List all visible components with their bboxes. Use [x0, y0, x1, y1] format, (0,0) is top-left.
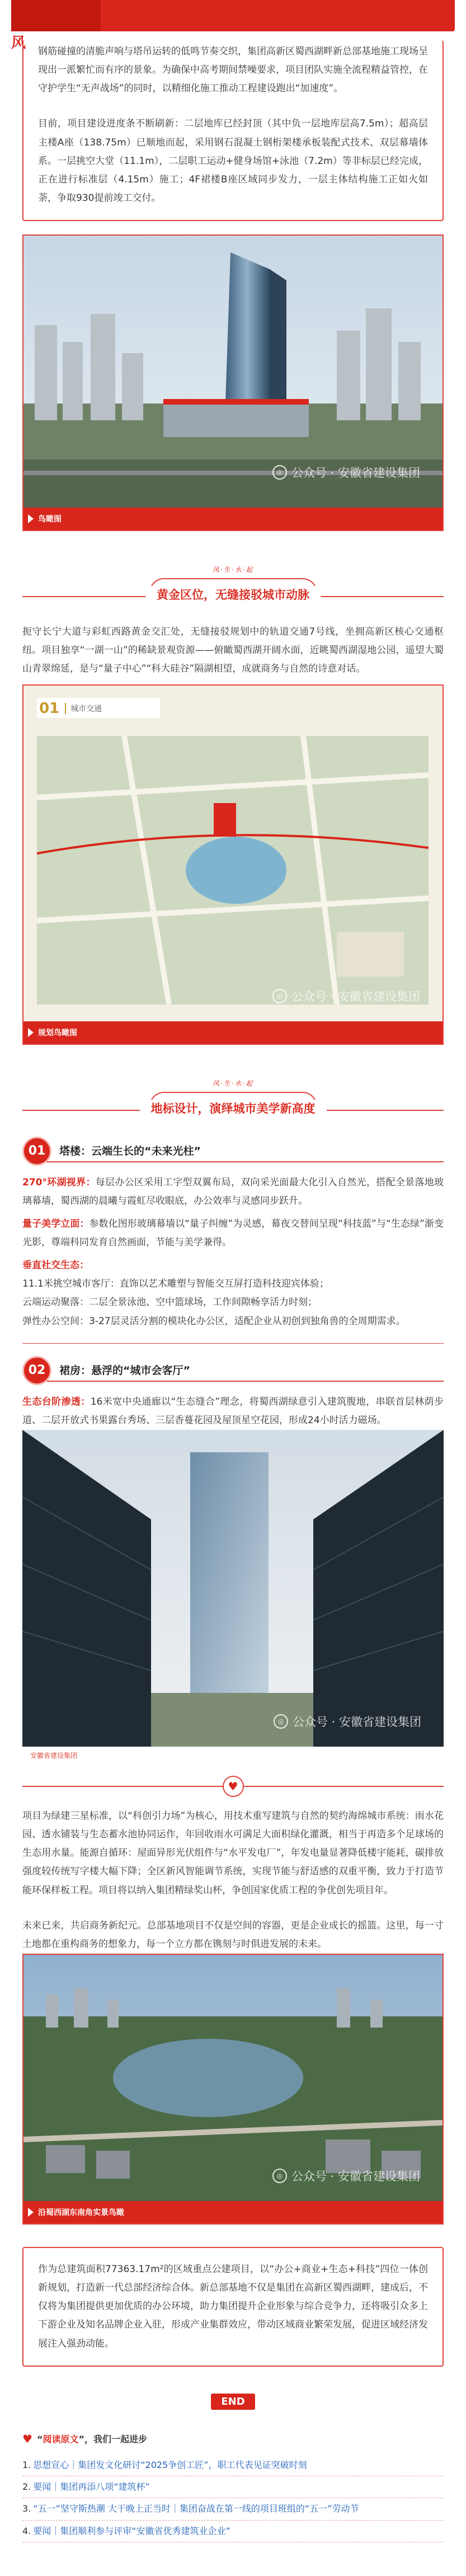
planning-image-block: [22, 684, 444, 1045]
reading-header-text: “阅读原文”，我们一起进步: [36, 2434, 147, 2445]
podium-paragraph: 生态台阶渗透：16米宽中央通廊以“生态缝合”理念，将蜀西湖绿意引入建筑腹地，串联首层林荫步道、二层开放式书果露台秀场、三层香蔓花园及屋顶星空花园，形成24小时活力磁场。: [22, 1396, 444, 1426]
section-title-design: [22, 1078, 444, 1129]
image-caption: 鸟瞰图: [38, 515, 62, 524]
reading-link[interactable]: 4. 要闻｜集团顺利参与评审“安徽省优秀建筑业企业”: [22, 2521, 444, 2542]
bottom-logo-strip: [22, 1747, 444, 1765]
sustainability-content: [22, 1807, 444, 1954]
subsection-title: 裙房：悬浮的“城市会客厅”: [46, 1359, 444, 1382]
subsection-number-badge: 02: [22, 1356, 51, 1385]
planning-map-illustration: [23, 686, 443, 1021]
sustainability-paragraph-2: 未来已来，共启商务新纪元。总部基地项目不仅是空间的容器，更是企业成长的摇篮。这里，每一寸土地都在重构商务的想象力，每一个立方都在镌刻与时俱进发展的未来。: [22, 1920, 444, 1950]
section-title-location: [22, 565, 444, 615]
subsection-title: 塔楼：云端生长的“未来光柱”: [46, 1139, 444, 1162]
lake-image-block: [22, 1954, 444, 2225]
tower-paragraph-4: 云端运动聚落：二层全景泳池、空中篮球场，工作间隙畅享活力时刻；: [22, 1297, 317, 1308]
end-badge: END: [211, 2394, 255, 2410]
image-watermark: ◎ 公众号 · 安徽省建设集团: [274, 1713, 421, 1730]
group-logo-text: 安徽省建设集团: [30, 1752, 78, 1760]
caret-right-icon: [28, 1028, 34, 1037]
image-caption-bar: [23, 508, 443, 530]
street-image-block: [22, 1430, 444, 1765]
wechat-icon: ◎: [272, 2169, 287, 2183]
tower-paragraph-3-title: 垂直社交生态：: [22, 1260, 89, 1271]
closing-frame: [22, 2247, 444, 2367]
recommended-reading: [22, 2432, 444, 2543]
street-view-illustration: [22, 1430, 444, 1747]
caret-right-icon: [28, 514, 34, 523]
reading-link[interactable]: 3. “五一”坚守斯热潮 大干晚上正当时｜集团奋战在第一线的项目班组的“五一”劳动节: [22, 2498, 444, 2520]
section-deco: 风·生·水·起: [212, 566, 254, 574]
tower-paragraph-5: 弹性办公空间：3-27层灵活分割的模块化办公区，适配企业从初创到独角兽的全周期需求。: [22, 1315, 406, 1327]
planning-map-image[interactable]: [23, 686, 443, 1021]
location-paragraph: 扼守长宁大道与彩虹西路黄金交汇处，无缝接驳规划中的轨道交通7号线，坐拥高新区核心交通枢纽。项目独享“一湖一山”的稀缺景观资源——俯瞰蜀西湖开阔水面，近眺蜀西湖湿地公园，遥望大蜀山青翠绵延，是与“量子中心”“科大硅谷”隔湖相望，成就商务与自然的诗意对话。: [22, 626, 444, 675]
caret-right-icon: [28, 2208, 34, 2217]
map-badge: [39, 700, 102, 717]
intro-frame: [22, 40, 444, 221]
image-watermark: ◎ 公众号 · 安徽省建设集团: [272, 464, 420, 481]
aerial-tower-image[interactable]: [23, 236, 443, 508]
wechat-icon: ◎: [272, 989, 287, 1003]
image-caption: 沿蜀西湖东南角实景鸟瞰: [38, 2208, 124, 2217]
tower-paragraph-1: 270°环湖视界：每层办公区采用工字型双翼布局，双向采光面最大化引入自然光，搭配全景落地玻璃幕墙，蜀西湖的晨曦与霞虹尽收眼底，办公效率与灵感同步跃升。: [22, 1176, 444, 1207]
top-red-bar-accent: [11, 0, 101, 31]
subsection-number-badge: 01: [22, 1137, 51, 1166]
heart-divider: [22, 1775, 444, 1797]
sustainability-paragraph-1: 项目为绿建三星标准，以“科创引力场”为核心，用技术重写建筑与自然的契约海绵城市系统：雨水花园、透水铺装与生态蓄水池协同运作，年回收雨水可满足大面积绿化灌溉，相当于再造多个足球场的生态用水量。能源自循环：屋面异形光伏组件与“水平发电厂”，年发电量显著降低楼宇能耗，碳排放强度较传统写字楼大幅下降；全区新风智能调节系统，实现节能与舒适感的双重平衡，致力于打造节能环保样板工程。项目将以纳入集团精绿奖山杯，争创国家优质工程的争优创先项目年。: [22, 1810, 444, 1896]
subsection-podium-head: [22, 1356, 444, 1385]
lake-aerial-illustration: [23, 1955, 443, 2201]
tower-paragraph-3: 11.1米挑空城市客厅：直饰以艺术雕塑与智能交互屏打造科技迎宾体验；: [22, 1278, 329, 1290]
image-watermark: ◎ 公众号 · 安徽省建设集团: [272, 988, 420, 1005]
aerial-image-block: [22, 234, 444, 531]
location-text: [22, 623, 444, 678]
heart-icon: ♥: [223, 1776, 244, 1797]
intro-paragraph-2: 目前，项目建设进度条不断刷新：二层地库已经封顶（其中负一层地库层高7.5m）；超高层主楼A座（138.75m）已顺地而起，采用钢石混凝土钢桁架楼承板装配式技术、双层幕墙体系。一层挑空大堂（11.1m），二层职工运动+健身场馆+泳池（7.2m）等非标层已经完成，正在进行标准层（4.15m）施工；4F裙楼B座区域同步发力，一层主体结构施工正如火如荼，争取930提前竣工交付。: [38, 118, 428, 204]
wechat-icon: ◎: [272, 465, 287, 480]
tower-paragraph-2: 量子美学立面：参数化图形玻璃幕墙以“量子纠缠”为灵感，幕夜交替间呈现“科技蓝”与“生态绿”渐变光影，尊端科同发育自然画面，节能与美学兼得。: [22, 1218, 444, 1248]
reading-link[interactable]: 2. 要闻｜集团再添八项“建筑杯”: [22, 2476, 444, 2498]
intro-paragraph-1: 钢筋碰撞的清脆声响与塔吊运转的低鸣节奏交织，集团高新区蜀西湖畔新总部基地施工现场呈现出一派繁忙而有序的景象。为确保中高考期间禁噪要求，项目团队实施全流程精益管控，在守护学生“无声战场”的同时，以精细化施工推动工程建设跑出“加速度”。: [38, 46, 428, 95]
reading-header: [22, 2432, 444, 2446]
heart-icon: ♥: [22, 2432, 32, 2446]
image-caption-bar: [23, 2201, 443, 2223]
street-view-image[interactable]: [22, 1430, 444, 1747]
end-marker: [0, 2394, 466, 2410]
bottom-spacer: [0, 2542, 466, 2576]
design-content: [22, 1137, 444, 1430]
reading-list: [22, 2455, 444, 2543]
image-caption: 规划鸟瞰图: [38, 1028, 77, 1038]
divider: [22, 1343, 444, 1344]
image-caption-bar: [23, 1021, 443, 1044]
map-badge-label: 城市交通: [65, 703, 102, 714]
wechat-icon: ◎: [274, 1714, 288, 1729]
reading-link[interactable]: 1. 思想宣心｜集团发文化研讨“2025争创工匠”，职工代表见证突破时刻: [22, 2455, 444, 2476]
map-badge-number: 01: [39, 700, 60, 717]
image-watermark: ◎ 公众号 · 安徽省建设集团: [272, 2167, 420, 2184]
section-title-text: 地标设计，演绎城市美学新高度: [140, 1100, 327, 1116]
section-title-text: 黄金区位，无缝接驳城市动脉: [145, 586, 321, 603]
header-seal: 风: [11, 35, 26, 51]
section-deco: 风·生·水·起: [212, 1079, 254, 1087]
lake-aerial-image[interactable]: [23, 1955, 443, 2201]
subsection-tower-head: [22, 1137, 444, 1166]
closing-paragraph: 作为总建筑面积77363.17m²的区域重点公建项目，以“办公+商业+生态+科技”四位一体创新规划，打造新一代总部经济综合体。新总部基地不仅是集团在高新区蜀西湖畔，建成后，不仅将为集团提供更加优质的办公环境，助力集团提升企业形象与综合竞争力，还将吸引众多上下游企业及知名品牌企业入驻，形成产业集群效应，带动区域商业繁荣发展，促进区域经济发展注入强劲动能。: [38, 2263, 428, 2349]
